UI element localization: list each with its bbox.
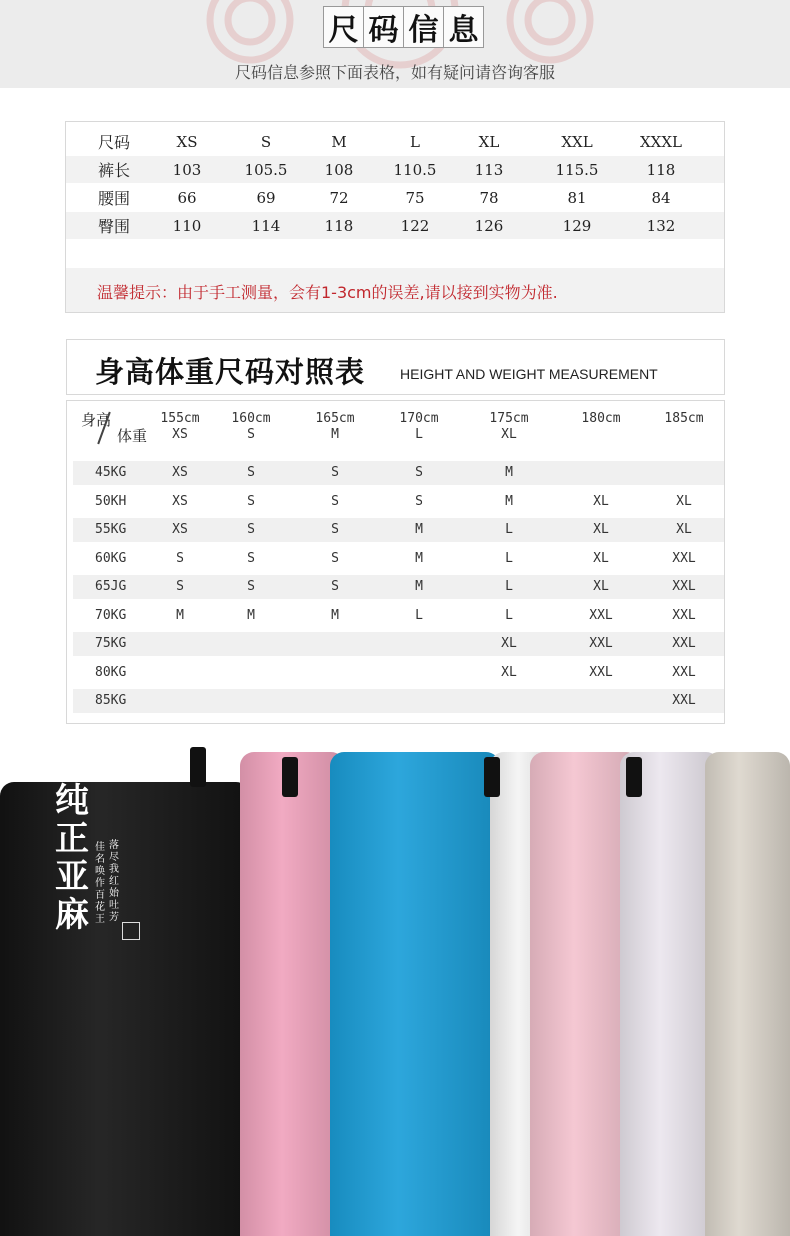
table-cell: S [331, 579, 339, 594]
table-cell: 114 [251, 216, 281, 235]
title-char: 码 [363, 6, 404, 48]
table-cell: L [505, 550, 513, 566]
table-cell: M [247, 607, 255, 623]
corner-height-label: 身高 [81, 411, 112, 429]
table-row [73, 461, 724, 485]
table-cell: 66 [177, 188, 197, 207]
table-cell: XXL [672, 579, 696, 594]
height-label: 160cm [231, 411, 271, 426]
table-cell: 113 [474, 160, 504, 179]
size-col-header: XXL [561, 132, 593, 151]
weight-label: 80KG [95, 664, 127, 680]
table-cell: 81 [567, 188, 587, 207]
table-cell: XXL [672, 636, 696, 651]
table-cell: XXL [672, 664, 696, 680]
table-cell: 110 [172, 216, 202, 235]
height-label: 185cm [664, 411, 704, 426]
hw-title: 身高体重尺码对照表 [95, 355, 366, 389]
row-label: 腰围 [98, 189, 131, 208]
size-header-label: 尺码 [98, 133, 131, 152]
table-row [73, 632, 724, 656]
table-cell: S [247, 579, 255, 594]
table-cell: 122 [400, 216, 430, 235]
table-cell: M [505, 465, 513, 480]
hw-title-panel [66, 339, 725, 395]
title-char: 麻 [55, 895, 89, 935]
size-col-header: S [260, 132, 272, 151]
pants-item [705, 752, 790, 1236]
weight-label: 70KG [95, 607, 127, 623]
size-table [65, 121, 725, 313]
table-cell: M [415, 550, 423, 566]
weight-label: 45KG [95, 465, 127, 480]
table-cell: 78 [479, 188, 499, 207]
title-char: 纯 [55, 781, 89, 821]
weight-label: 85KG [95, 693, 127, 708]
size-col-header: L [410, 132, 420, 151]
height-size: L [415, 427, 423, 442]
table-cell: XL [501, 664, 517, 680]
product-photo [0, 742, 790, 1236]
hanger-clip [626, 757, 642, 797]
pants-item [330, 752, 500, 1236]
table-cell: S [331, 522, 339, 537]
height-label: 180cm [581, 411, 621, 426]
table-row [66, 184, 724, 211]
table-cell: XL [501, 636, 517, 651]
table-cell: XL [676, 493, 692, 509]
size-col-header: XL [478, 132, 500, 151]
height-size: XL [501, 427, 517, 442]
title-char: 信 [403, 6, 444, 48]
height-weight-table [66, 400, 725, 724]
table-cell: 126 [474, 216, 504, 235]
table-cell: M [415, 522, 423, 537]
table-cell: 84 [651, 188, 671, 207]
weight-label: 55KG [95, 522, 127, 537]
hanger-clip [190, 747, 206, 787]
title-char: 亚 [55, 857, 89, 897]
table-cell: S [176, 579, 184, 594]
table-row [73, 575, 724, 599]
table-cell: XXL [589, 636, 613, 651]
table-cell: 118 [646, 160, 676, 179]
table-cell: XXL [589, 607, 613, 623]
pants-item [0, 782, 250, 1236]
seal-stamp [122, 922, 140, 940]
row-label: 臀围 [98, 217, 131, 236]
table-cell: XXL [672, 550, 696, 566]
table-cell: XXL [672, 607, 696, 623]
table-row [73, 604, 724, 628]
size-col-header: XXXL [640, 132, 682, 151]
weight-label: 65JG [95, 579, 127, 594]
height-size: M [331, 427, 339, 442]
height-label: 155cm [160, 411, 200, 426]
table-cell: XL [593, 550, 609, 566]
table-row [73, 518, 724, 542]
table-cell: 129 [562, 216, 592, 235]
table-cell: S [247, 465, 255, 480]
vertical-title [52, 782, 92, 934]
table-cell: S [331, 550, 339, 566]
table-cell: 108 [324, 160, 354, 179]
table-cell: 69 [256, 188, 276, 207]
table-cell: L [505, 579, 513, 594]
size-col-header: XS [176, 132, 198, 151]
table-cell: 115.5 [555, 160, 599, 179]
height-label: 175cm [489, 411, 529, 426]
hw-subtitle-en: HEIGHT AND WEIGHT MEASUREMENT [400, 366, 658, 382]
table-cell: S [247, 550, 255, 566]
page-header [0, 0, 790, 88]
table-cell: XL [593, 493, 609, 509]
hanger-clip [484, 757, 500, 797]
height-label: 170cm [399, 411, 439, 426]
table-cell: S [247, 522, 255, 537]
table-cell: XS [172, 522, 188, 537]
table-cell: 132 [646, 216, 676, 235]
section-title [323, 6, 483, 48]
table-cell: L [505, 607, 513, 623]
table-cell: 118 [324, 216, 354, 235]
weight-label: 60KG [95, 550, 127, 566]
row-label: 裤长 [98, 161, 131, 180]
table-cell: M [415, 579, 423, 594]
table-cell: XXL [672, 693, 696, 708]
size-col-header: M [331, 132, 347, 151]
table-cell: XL [676, 522, 692, 537]
table-cell: S [331, 465, 339, 480]
height-label: 165cm [315, 411, 355, 426]
table-cell: M [505, 493, 513, 509]
table-cell: 75 [405, 188, 425, 207]
weight-label: 75KG [95, 636, 127, 651]
measurement-note: 温馨提示：由于手工测量，会有1-3cm的误差,请以接到实物为准. [97, 283, 558, 302]
poem-column: 佳名唤作百花王 [95, 842, 105, 925]
table-cell: 103 [172, 160, 202, 179]
table-row [73, 689, 724, 713]
table-cell: L [415, 607, 423, 623]
table-row [66, 212, 724, 239]
table-cell: XL [593, 522, 609, 537]
height-size: XS [172, 427, 188, 442]
table-cell: XXL [589, 664, 613, 680]
title-char: 正 [55, 819, 89, 859]
corner-weight-label: 体重 [117, 427, 148, 445]
table-cell: S [415, 493, 423, 509]
table-cell: 72 [329, 188, 349, 207]
table-cell: XS [172, 493, 188, 509]
table-cell: XL [593, 579, 609, 594]
table-cell: XS [172, 465, 188, 480]
height-size: S [247, 427, 255, 442]
title-char: 息 [443, 6, 484, 48]
size-header-row [66, 128, 724, 155]
blank-row [66, 240, 724, 268]
table-cell: S [176, 550, 184, 566]
hanger-clip [282, 757, 298, 797]
table-cell: S [331, 493, 339, 509]
table-row [73, 547, 724, 571]
header-subtitle: 尺码信息参照下面表格，如有疑问请咨询客服 [234, 63, 555, 82]
table-cell: 105.5 [244, 160, 288, 179]
table-cell: L [505, 522, 513, 537]
poem-column: 落尽我红始吐芳 [109, 840, 119, 923]
table-row [66, 156, 724, 183]
table-cell: S [415, 465, 423, 480]
table-cell: S [247, 493, 255, 509]
table-cell: 110.5 [393, 160, 437, 179]
title-char: 尺 [323, 6, 364, 48]
table-cell: M [176, 607, 184, 623]
weight-label: 50KH [95, 493, 127, 509]
table-cell: M [331, 607, 339, 623]
table-row [73, 490, 724, 514]
table-row [73, 661, 724, 685]
